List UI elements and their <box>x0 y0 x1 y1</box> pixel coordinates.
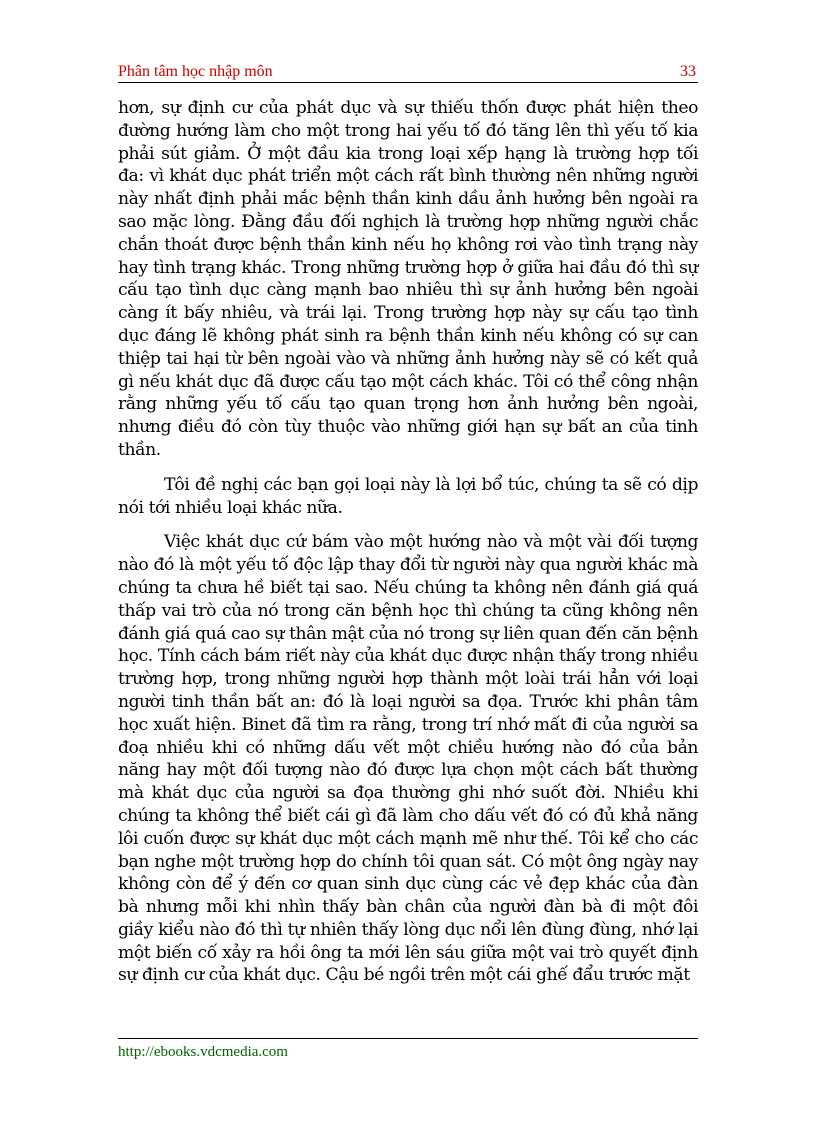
footer-website-link[interactable]: http://ebooks.vdcmedia.com <box>118 1044 288 1060</box>
paragraph: Việc khát dục cứ bám vào một hướng nào và một vài đối tượng nào đó là một yếu tố độc lập thay đổi từ người này qua người khác mà chúng ta chưa hề biết tại sao. Nếu chúng ta không nên đánh giá quá thấp vai trò của nó trong căn bệnh học thì chúng ta cũng không nên đánh giá quá cao sự thân mật của nó trong sự liên quan đến căn bệnh học. Tính cách bám riết này của khát dục được nhận thấy trong nhiều trường hợp, trong những người hợp thành một loài trái hẳn với loại người tinh thần bất an: đó là loại người sa đọa. Trước khi phân tâm học xuất hiện. Binet đã tìm ra rằng, trong trí nhớ mất đi của người sa đoạ nhiều khi có những dấu vết một chiều hướng nào đó của bản năng hay một đối tượng nào đó được lựa chọn một cách bất thường mà khát dục của người sa đọa thường ghi nhớ suốt đời. Nhiều khi chúng ta không thể biết cái gì đã làm cho dấu vết đó có đủ khả năng lôi cuốn được sự khát dục một cách mạnh mẽ như thế. Tôi kể cho các bạn nghe một trường hợp do chính tôi quan sát. Có một ông ngày nay không còn để ý đến cơ quan sinh dục cùng các vẻ đẹp khác của đàn bà nhưng mỗi khi nhìn thấy bàn chân của người đàn bà đi một đôi giầy kiểu nào đó thì tự nhiên thấy lòng dục nổi lên đùng đùng, nhớ lại một biến cố xảy ra hồi ông ta mới lên sáu giữa một vai trò quyết định sự định cư của khát dục. Cậu bé ngồi trên một cái ghế đẩu trước mặt <box>118 532 698 986</box>
page-content <box>118 97 698 999</box>
book-title: Phân tâm học nhập môn <box>118 63 273 80</box>
page-header <box>118 60 698 83</box>
page-footer <box>118 1038 698 1060</box>
paragraph: Tôi đề nghị các bạn gọi loại này là lợi bổ túc, chúng ta sẽ có dịp nói tới nhiều loại khác nữa. <box>118 474 698 518</box>
page-number: 33 <box>680 63 696 80</box>
paragraph-continued: hơn, sự định cư của phát dục và sự thiếu thốn được phát hiện theo đường hướng làm cho một trong hai yếu tố đó tăng lên thì yếu tố kia phải sút giảm. Ở một đầu kia trong loại xếp hạng là trường hợp tối đa: vì khát dục phát triển một cách rất bình thường nên những người này nhất định phải mắc bệnh thần kinh dầu ảnh hưởng bên ngoài ra sao mặc lòng. Đằng đầu đối nghịch là trường hợp những người chắc chắn thoát được bệnh thần kinh nếu họ không rơi vào tình trạng này hay tình trạng khác. Trong những trường hợp ở giữa hai đầu đó thì sự cấu tạo tình dục càng mạnh bao nhiêu thì sự ảnh hưởng bên ngoài càng ít bấy nhiêu, và trái lại. Trong trường hợp này sự cấu tạo tình dục đáng lẽ không phát sinh ra bệnh thần kinh nếu không có sự can thiệp tai hại từ bên ngoài vào và những ảnh hưởng này sẽ có kết quả gì nếu khát dục đã được cấu tạo một cách khác. Tôi có thể công nhận rằng những yếu tố cấu tạo quan trọng hơn ảnh hưởng bên ngoài, nhưng điều đó còn tùy thuộc vào những giới hạn sự bất an của tinh thần. <box>118 98 698 460</box>
